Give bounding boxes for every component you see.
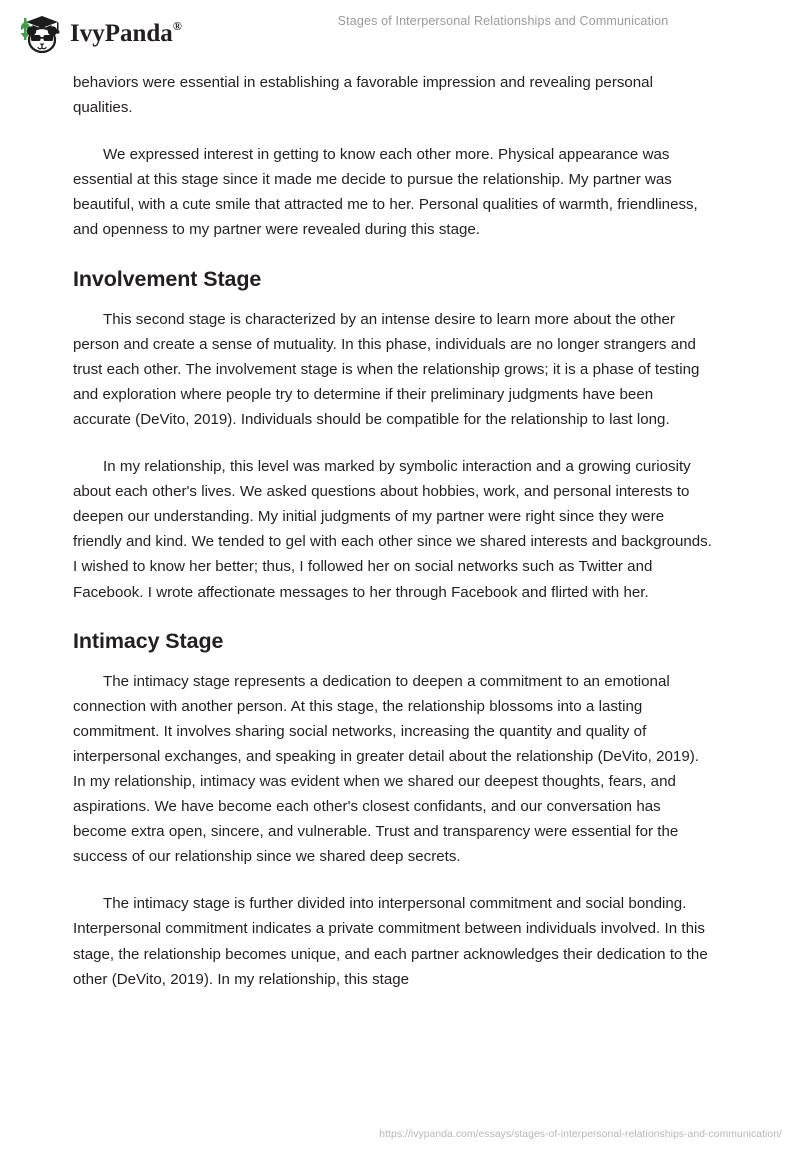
paragraph: The intimacy stage is further divided into interpersonal commitment and social bonding. Interpersonal commitment indicates a private commitment between individuals involved. In this stage, the relationship becomes unique, and each partner acknowledges their dedication to the other (DeVito, 2019). In my relationship, this stage (73, 895, 708, 988)
brand-name-text: IvyPanda (70, 19, 173, 47)
section-heading-involvement-stage: Involvement Stage (73, 266, 262, 291)
page-header (0, 0, 800, 62)
section-heading-intimacy-stage: Intimacy Stage (73, 628, 224, 653)
paragraph: behaviors were essential in establishing a favorable impression and revealing personal qualities. (73, 74, 653, 117)
registered-mark: ® (172, 19, 182, 34)
document-body (73, 70, 715, 1014)
paragraph: We expressed interest in getting to know each other more. Physical appearance was essential at this stage since it made me decide to pursue the relationship. My partner was beautiful, with a cute smile that attracted me to her. Personal qualities of warmth, friendliness, and openness to my partner were revealed during this stage. (73, 146, 698, 239)
page-footer (0, 1124, 800, 1142)
source-url-link[interactable]: https://ivypanda.com/essays/stages-of-interpersonal-relationships-and-communication/ (379, 1129, 782, 1140)
paragraph: The intimacy stage represents a dedication to deepen a commitment to an emotional connection with another person. At this stage, the relationship blossoms into a lasting commitment. It involves sharing social networks, increasing the quantity and quality of interpersonal exchanges, and speaking in greater detail about the relationship (DeVito, 2019). In my relationship, intimacy was evident when we shared our deepest thoughts, fears, and aspirations. We have become each other's closest confidants, and our conversation has become extra open, sincere, and vulnerable. Trust and transparency were essential for the success of our relationship since we shared deep secrets. (73, 672, 699, 866)
paragraph: This second stage is characterized by an intense desire to learn more about the other person and create a sense of mutuality. In this phase, individuals are no longer strangers and trust each other. The involvement stage is when the relationship grows; it is a phase of testing and exploration where people try to determine if their preliminary judgments have been accurate (DeVito, 2019). Individuals should be compatible for the relationship to last long. (73, 310, 700, 428)
paragraph: In my relationship, this level was marked by symbolic interaction and a growing curiosity about each other's lives. We asked questions about hobbies, work, and personal interests to deepen our understanding. My initial judgments of my partner were right since they were friendly and kind. We tended to gel with each other since we shared interests and backgrounds. I wished to know her better; thus, I followed her on social networks such as Twitter and Facebook. I wrote affectionate messages to her through Facebook and flirted with her. (73, 458, 712, 601)
document-header-title: Stages of Interpersonal Relationships and Communication (337, 14, 669, 28)
